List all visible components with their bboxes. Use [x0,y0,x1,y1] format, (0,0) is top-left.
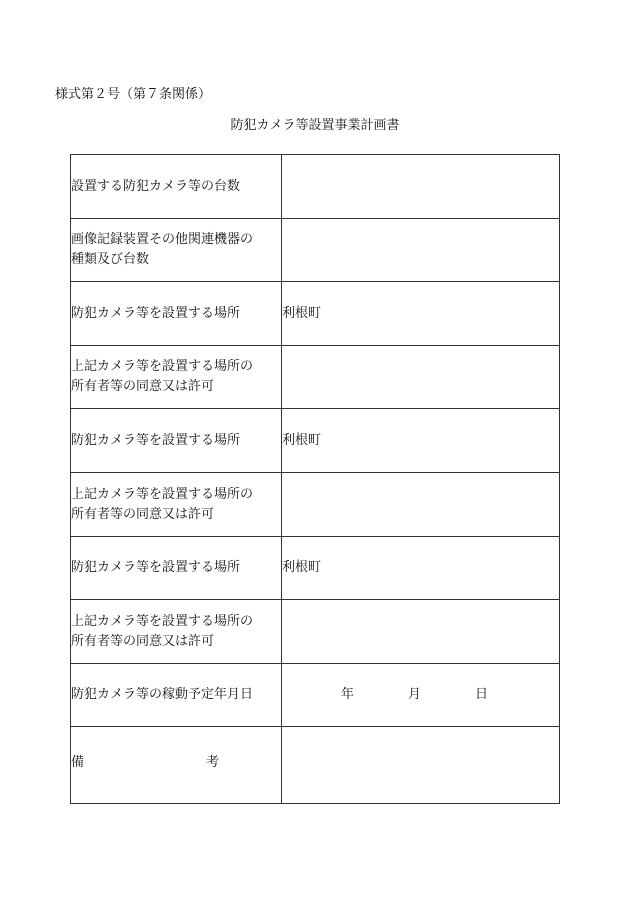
label-line: 所有者等の同意又は許可 [71,633,215,649]
date-month: 月 [408,687,422,702]
label-line: 防犯カメラ等を設置する場所 [71,305,241,321]
table-row [71,600,560,664]
date-day: 日 [475,687,489,702]
remarks-value [282,727,560,804]
table-row [71,282,560,346]
form-number: 様式第２号（第７条関係） [55,87,212,102]
owner-consent-label-1 [71,346,282,409]
owner-consent-value-3 [282,600,560,664]
date-fields [282,685,559,705]
label-line: 所有者等の同意又は許可 [71,506,215,522]
owner-consent-label-3 [71,600,282,664]
owner-consent-label-2 [71,473,282,537]
operation-date-value [282,664,560,727]
table-row [71,664,560,727]
related-equipment-label [71,219,282,282]
operation-date-label [71,664,282,727]
table-row [71,155,560,219]
label-line: 上記カメラ等を設置する場所の [71,613,254,629]
label-line: 防犯カメラ等の稼動予定年月日 [71,687,254,702]
remarks-label [71,727,282,804]
label-line: 上記カメラ等を設置する場所の [71,486,254,502]
document-title: 防犯カメラ等設置事業計画書 [230,118,400,133]
remarks-char-2: 考 [206,755,220,770]
owner-consent-value-1 [282,346,560,409]
label-line: 画像記録装置その他関連機器の [71,232,254,247]
label-line: 種類及び台数 [71,252,150,267]
table-row [71,537,560,600]
label-line: 所有者等の同意又は許可 [71,379,215,394]
label-line: 防犯カメラ等を設置する場所 [71,560,241,575]
remarks-label-wrap [71,753,281,773]
install-location-value-3: 利根町 [282,537,560,600]
table-row [71,727,560,804]
install-location-label-3 [71,537,282,600]
install-location-value-1: 利根町 [282,282,560,346]
owner-consent-value-2 [282,473,560,537]
table-row [71,473,560,537]
install-location-label-1 [71,282,282,346]
label-line: 設置する防犯カメラ等の台数 [71,178,241,194]
date-year: 年 [341,687,355,702]
install-location-label-2 [71,409,282,473]
camera-count-value [282,155,560,219]
table-row [71,346,560,409]
plan-table [70,154,560,804]
table-row [71,409,560,473]
table-row [71,219,560,282]
label-line: 上記カメラ等を設置する場所の [71,359,254,374]
camera-count-label [71,155,282,219]
related-equipment-value [282,219,560,282]
install-location-value-2: 利根町 [282,409,560,473]
remarks-char-1: 備 [71,755,85,770]
label-line: 防犯カメラ等を設置する場所 [71,432,241,448]
